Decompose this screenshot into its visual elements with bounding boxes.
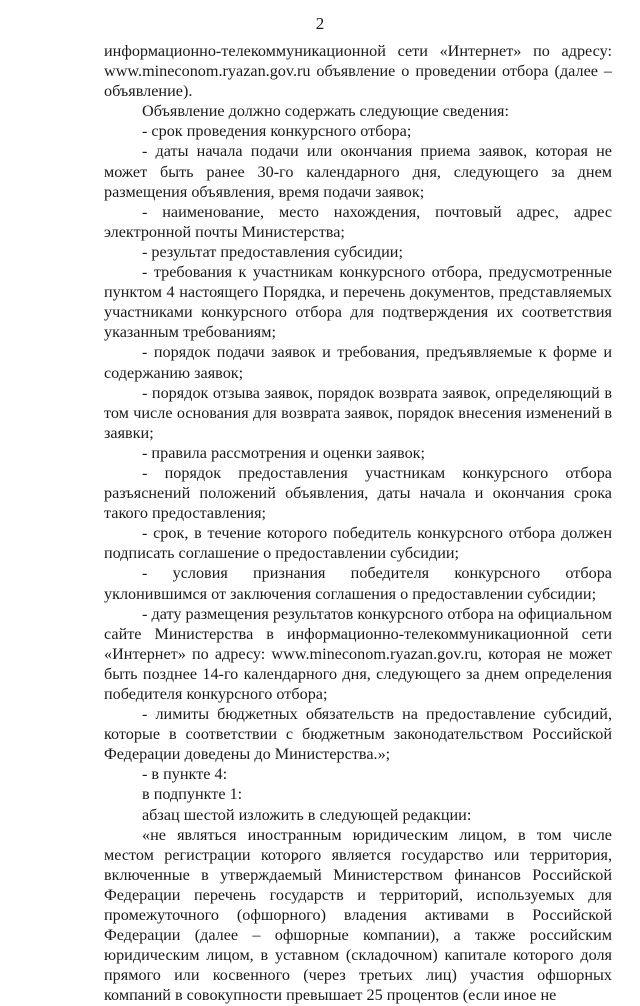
list-item: - срок проведения конкурсного отбора; — [142, 122, 412, 141]
page-number: 2 — [315, 14, 325, 33]
list-item: - результат предоставления субсидии; — [142, 242, 403, 261]
paragraph: Объявление должно содержать следующие сведения: — [142, 102, 509, 121]
paragraph: информационно-телекоммуникационной сети «Интернет» по адресу: www.mineconom.ryazan.gov.ru объявление о проведении отбора (далее – объявление). — [104, 42, 612, 101]
document-body — [104, 41, 612, 1006]
list-item: - наименование, место нахождения, почтовый адрес, адрес электронной почты Министерства; — [104, 202, 612, 241]
paragraph: - в пункте 4: — [142, 765, 228, 784]
list-item: - даты начала подачи или окончания приема заявок, которая не может быть ранее 30-го календарного дня, следующего за днем размещения объявления, время подачи заявок; — [104, 142, 612, 201]
list-item: - порядок отзыва заявок, порядок возврата заявок, определяющий в том числе основания для возврата заявок, порядок внесения изменений в заявки; — [104, 383, 612, 442]
list-item: - порядок предоставления участникам конкурсного отбора разъяснений положений объявления, даты начала и окончания срока такого предоставления; — [104, 463, 612, 523]
list-item: - порядок подачи заявок и требования, предъявляемые к форме и содержанию заявок; — [104, 343, 612, 382]
list-item: - срок, в течение которого победитель конкурсного отбора должен подписать соглашение о предоставлении субсидии; — [104, 524, 612, 563]
list-item: - условия признания победителя конкурсного отбора уклонившимся от заключения соглашения о предоставлении субсидии; — [104, 564, 612, 603]
scan-artifact-mark — [290, 852, 314, 870]
paragraph: в подпункте 1: — [142, 785, 243, 804]
paragraph: абзац шестой изложить в следующей редакции: — [142, 805, 472, 824]
list-item: - дату размещения результатов конкурсного отбора на официальном сайте Министерства в информационно-телекоммуникационной сети «Интернет» по адресу: www.mineconom.ryazan.gov.ru, которая не может быть позднее 14-го календарного дня, следующего за днем определения победителя конкурсного отбора; — [104, 604, 612, 703]
list-item: - лимиты бюджетных обязательств на предоставление субсидий, которые в соответствии с бюджетным законодательством Российской Федерации доведены до Министерства.»; — [104, 705, 612, 764]
list-item: - правила рассмотрения и оценки заявок; — [142, 443, 426, 462]
list-item: - требования к участникам конкурсного отбора, предусмотренные пунктом 4 настоящего Порядка, и перечень документов, представляемых участниками конкурсного отбора для подтверждения их соответствия указанным требованиям; — [104, 263, 612, 342]
paragraph: «не являться иностранным юридическим лицом, в том числе местом регистрации которого является государство или территория, включенные в утверждаемый Министерством финансов Российской Федерации перечень государств и территорий, используемых для промежуточного (офшорного) владения активами в Российской Федерации (далее – офшорные компании), а также российским юридическим лицом, в уставном (складочном) капитале которого доля прямого или косвенного (через третьих лиц) участия офшорных компаний в совокупности превышает 25 процентов (если иное не — [104, 825, 612, 1005]
